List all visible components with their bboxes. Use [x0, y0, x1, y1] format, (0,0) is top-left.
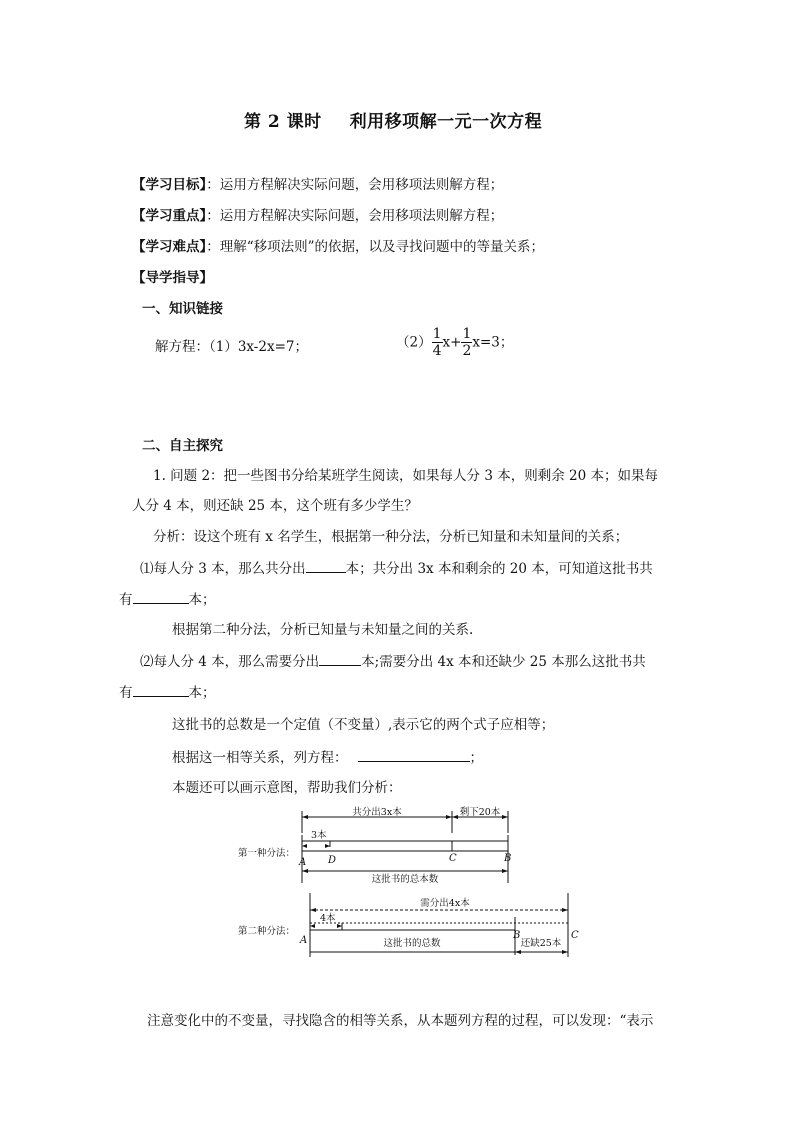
point-b-1: B: [504, 853, 512, 864]
constant-text: 这批书的总数是一个定值（不变量）,表示它的两个式子应相等；: [172, 717, 555, 733]
lesson-number: 第 2 课时: [244, 112, 322, 132]
point-a-1: A: [299, 857, 307, 868]
q1-part-d: 本；: [188, 592, 216, 608]
point-b-2: B: [513, 930, 521, 941]
equation-prompt: 根据这一相等关系，列方程：: [172, 750, 348, 766]
q2-part-b: 本;需要分出 4x 本和还缺少 25 本那么这批书共: [361, 654, 646, 670]
fraction-numerator: 1: [432, 326, 442, 342]
q2-part-a: ⑵每人分 4 本，那么需要分出: [140, 654, 320, 670]
difficulty-label: 【学习难点】: [132, 239, 207, 255]
goal-text: ：运用方程解决实际问题，会用移项法则解方程；: [206, 177, 504, 193]
m2-total-label: 这批书的总数: [383, 938, 441, 949]
learning-goal: [132, 176, 503, 194]
section1-heading: 一、知识链接: [142, 301, 223, 317]
lesson-topic: 利用移项解一元一次方程: [349, 112, 543, 132]
analysis-text: 分析：设这个班有 x 名学生，根据第一种分法，分析已知量和未知量间的关系；: [153, 529, 629, 545]
fraction-numerator: 1: [462, 326, 472, 342]
q2-blank-2[interactable]: [133, 683, 189, 697]
question-1: [140, 559, 653, 578]
closing-note: 注意变化中的不变量，寻找隐含的相等关系，从本题列方程的过程，可以发现：“表示: [147, 1013, 654, 1029]
problem-line-2: 人分 4 本，则还缺 25 本，这个班有多少学生？: [132, 498, 418, 514]
q1-part-a: ⑴每人分 3 本，那么共分出: [140, 561, 306, 577]
m1-total-out-label: 共分出3x本: [352, 807, 402, 818]
goal-label: 【学习目标】: [132, 177, 207, 193]
m1-each-label: 3本: [311, 830, 327, 841]
m2-short-label: 还缺25本: [520, 938, 562, 949]
difficulty-text: ：理解“移项法则”的依据，以及寻找问题中的等量关系；: [206, 239, 545, 255]
point-d: D: [328, 855, 337, 866]
section2-heading: 二、自主探究: [142, 438, 223, 454]
exercise-2: [396, 326, 513, 359]
q1-blank-1[interactable]: [306, 559, 346, 573]
question-1-cont: [119, 590, 216, 609]
equation-line: [172, 748, 483, 767]
fraction-denominator: 2: [462, 343, 472, 359]
m1-remaining-label: 剩下20本: [459, 807, 501, 818]
exercise-2-suffix: x=3；: [472, 334, 514, 351]
equation-end: ；: [469, 750, 483, 766]
fraction-denominator: 4: [432, 343, 442, 359]
problem-line-1: 1. 问题 2：把一些图书分给某班学生阅读，如果每人分 3 本，则剩余 20 本；如果每: [153, 468, 658, 484]
question-2: [140, 652, 646, 671]
equation-blank[interactable]: [358, 748, 470, 762]
learning-key-point: [132, 207, 503, 225]
plus-sign: x+: [442, 334, 462, 351]
point-c-2: C: [571, 930, 579, 941]
question-2-cont: [119, 683, 216, 702]
q1-part-c: 有: [119, 592, 133, 608]
exercise-1: 解方程：（1）3x-2x=7；: [155, 339, 308, 355]
diagram-intro: 本题还可以画示意图，帮助我们分析：: [172, 780, 402, 796]
guide-heading: 【导学指导】: [132, 270, 213, 286]
q2-part-d: 本；: [188, 685, 216, 701]
m1-label: 第一种分法：: [238, 848, 296, 859]
bar-diagram: [230, 805, 590, 965]
q1-part-b: 本；共分出 3x 本和剩余的 20 本，可知道这批书共: [345, 561, 653, 577]
method-2-text: 根据第二种分法，分析已知量与未知量之间的关系.: [172, 622, 474, 638]
fraction-one-quarter: [432, 326, 443, 359]
m2-need-label: 需分出4x本: [420, 898, 470, 909]
m2-label: 第二种分法：: [238, 926, 296, 937]
exercise-2-prefix: （2）: [396, 334, 432, 351]
key-text: ：运用方程解决实际问题，会用移项法则解方程；: [206, 208, 504, 224]
m1-total-label: 这批书的总本数: [371, 874, 439, 885]
q2-part-c: 有: [119, 685, 133, 701]
fraction-one-half: [461, 326, 472, 359]
m2-each-label: 4本: [320, 913, 336, 924]
page-title: [244, 107, 542, 132]
point-c-1: C: [449, 853, 457, 864]
learning-difficulty: [132, 238, 544, 256]
q2-blank-1[interactable]: [319, 652, 361, 666]
q1-blank-2[interactable]: [133, 590, 189, 604]
point-a-2: A: [300, 935, 308, 946]
key-label: 【学习重点】: [132, 208, 207, 224]
